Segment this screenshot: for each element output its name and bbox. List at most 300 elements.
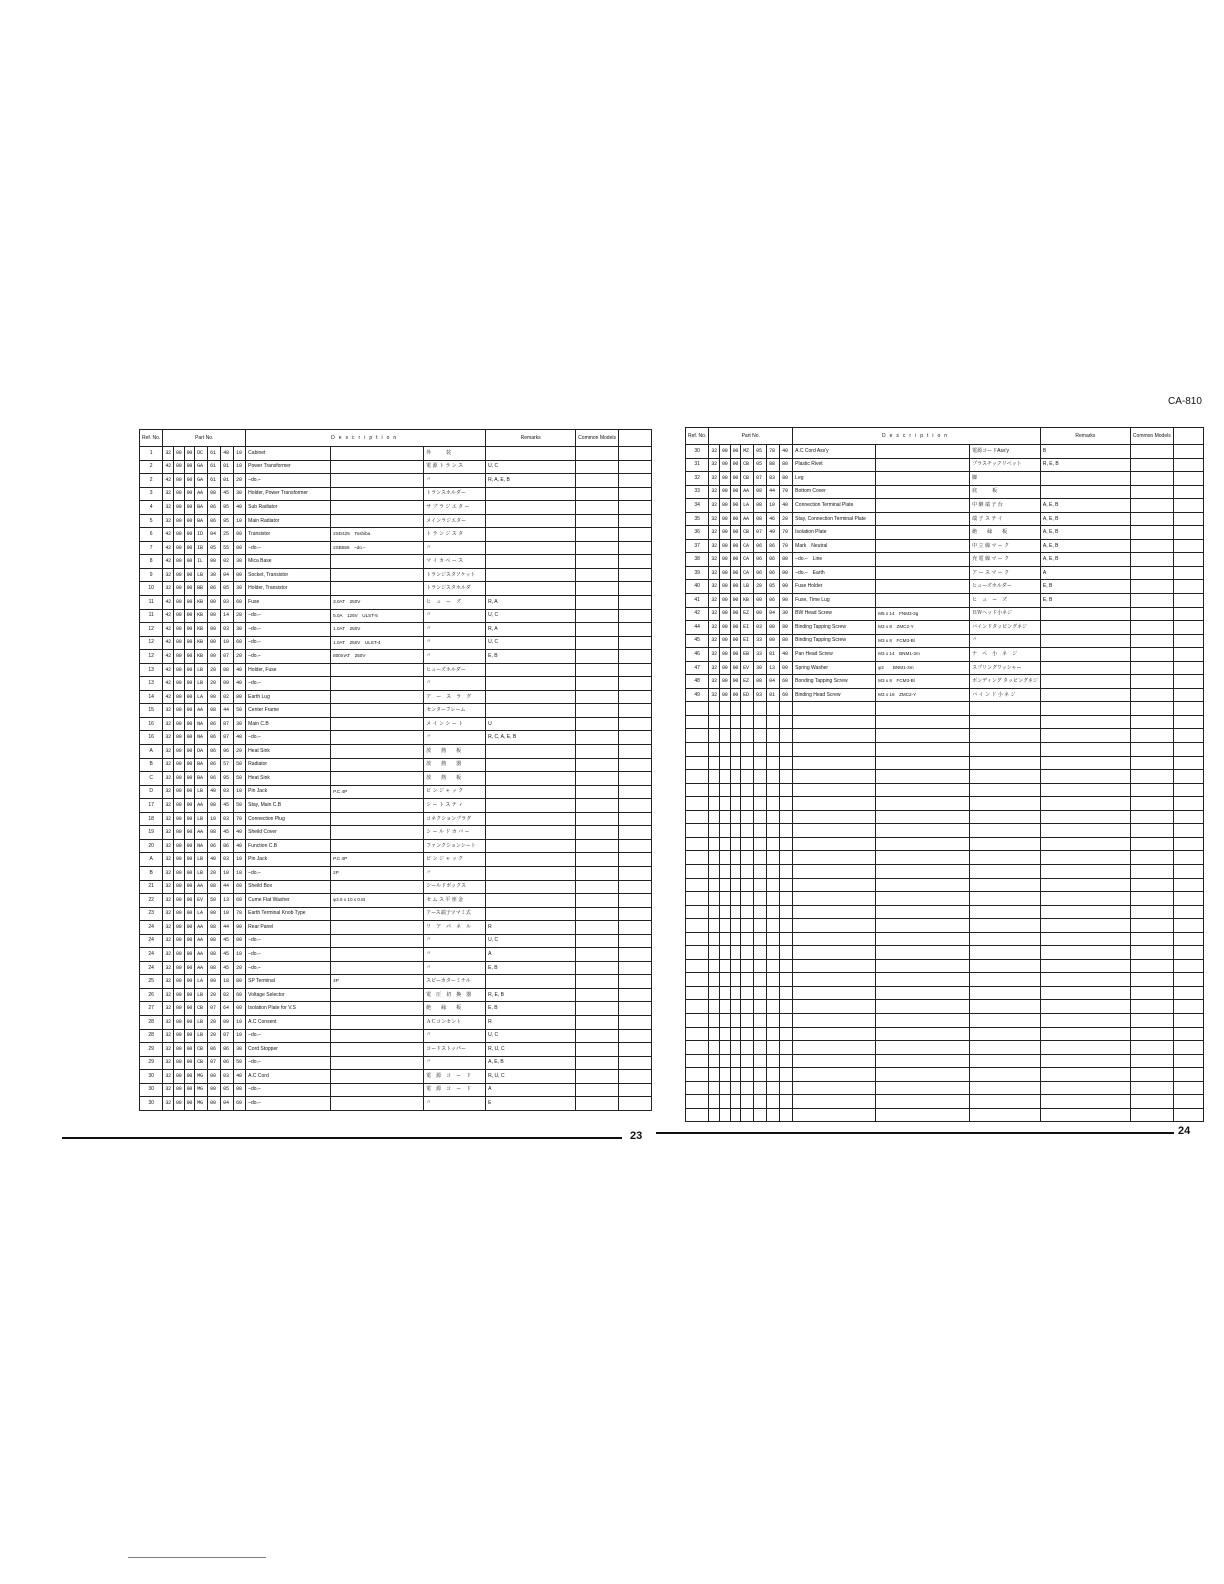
blank-cell (618, 731, 651, 745)
empty-row (686, 1108, 1204, 1122)
empty-cell (780, 1068, 793, 1082)
blank-cell (1173, 499, 1203, 513)
spec-cell: M3 x 14 BNM1-3m (876, 648, 970, 662)
empty-cell (876, 1000, 970, 1014)
empty-cell (1130, 1013, 1173, 1027)
part-no-segment: 05 (767, 580, 780, 594)
part-no-segment: 32 (163, 1015, 174, 1029)
part-no-segment: 42 (163, 623, 174, 637)
empty-cell (686, 1041, 709, 1055)
part-no-segment: 45 (221, 799, 234, 813)
blank-cell (1173, 458, 1203, 472)
empty-cell (686, 1013, 709, 1027)
empty-cell (1173, 837, 1203, 851)
empty-cell (686, 932, 709, 946)
empty-cell (767, 702, 780, 716)
part-no-segment: 60 (234, 880, 246, 894)
part-no-segment: 00 (173, 555, 184, 569)
part-no-segment: 06 (208, 514, 221, 528)
spec-cell (876, 458, 970, 472)
part-no-segment: 00 (173, 948, 184, 962)
part-no-segment: 00 (719, 472, 730, 486)
empty-cell (1130, 837, 1173, 851)
japanese-name-cell: プラスチックリベット (970, 458, 1041, 472)
remarks-cell: R (486, 921, 576, 935)
spec-cell (331, 745, 424, 759)
empty-cell (709, 1013, 720, 1027)
blank-cell (618, 1097, 651, 1111)
part-no-segment: 00 (730, 512, 741, 526)
part-no-segment: 00 (208, 690, 221, 704)
part-no-segment: 00 (184, 650, 195, 664)
empty-cell (876, 986, 970, 1000)
part-no-segment: 00 (730, 526, 741, 540)
blank-cell (1173, 445, 1203, 459)
empty-cell (876, 743, 970, 757)
empty-cell (1130, 1068, 1173, 1082)
empty-cell (876, 756, 970, 770)
japanese-name-cell: 端 子 ス テ イ (970, 512, 1041, 526)
japanese-name-cell: 電 源 コ ー ド (424, 1070, 486, 1084)
remarks-cell: A, E, B (1040, 526, 1130, 540)
empty-cell (1130, 715, 1173, 729)
empty-cell (719, 1108, 730, 1122)
table-row (140, 1043, 652, 1057)
part-no-segment: 00 (184, 1097, 195, 1111)
blank-cell (618, 772, 651, 786)
empty-cell (719, 810, 730, 824)
part-no-segment: 00 (184, 609, 195, 623)
empty-cell (686, 810, 709, 824)
japanese-name-cell: 中 立 線 マ ー ク (970, 539, 1041, 553)
remarks-cell: E, B (486, 1002, 576, 1016)
empty-cell (730, 1013, 741, 1027)
empty-cell (709, 892, 720, 906)
ref-no-cell: 22 (140, 894, 163, 908)
common-models-cell (576, 1070, 619, 1084)
empty-cell (754, 756, 767, 770)
remarks-cell: R, E, B (1040, 458, 1130, 472)
ref-no-cell: 38 (686, 553, 709, 567)
empty-cell (709, 1027, 720, 1041)
empty-cell (780, 797, 793, 811)
empty-cell (970, 824, 1041, 838)
empty-cell (876, 1013, 970, 1027)
empty-cell (767, 770, 780, 784)
empty-cell (767, 837, 780, 851)
header-blank (1173, 428, 1203, 445)
spec-cell (876, 594, 970, 608)
empty-row (686, 864, 1204, 878)
japanese-name-cell: ボンディング タッピングネジ (970, 675, 1041, 689)
part-no-segment: 60 (234, 1097, 246, 1111)
part-no-segment: 83 (767, 472, 780, 486)
table-row (686, 607, 1204, 621)
part-no-segment: 32 (163, 988, 174, 1002)
part-no-segment: KB (195, 650, 208, 664)
table-row (686, 648, 1204, 662)
ref-no-cell: 31 (686, 458, 709, 472)
blank-cell (1173, 648, 1203, 662)
empty-cell (754, 1054, 767, 1068)
empty-cell (709, 702, 720, 716)
spec-cell (331, 988, 424, 1002)
blank-cell (618, 880, 651, 894)
part-no-segment: 00 (173, 1043, 184, 1057)
remarks-cell: E, B (1040, 594, 1130, 608)
part-no-segment: 32 (709, 512, 720, 526)
empty-cell (780, 770, 793, 784)
part-no-segment: 60 (234, 988, 246, 1002)
part-no-segment: IB (195, 541, 208, 555)
ref-no-cell: A (140, 745, 163, 759)
empty-cell (1130, 810, 1173, 824)
empty-cell (754, 878, 767, 892)
parts-rows-left (140, 447, 652, 1111)
part-no-segment: 00 (173, 1097, 184, 1111)
empty-cell (876, 1041, 970, 1055)
part-no-segment: 06 (767, 553, 780, 567)
part-no-segment: 00 (173, 514, 184, 528)
empty-cell (970, 1000, 1041, 1014)
description-cell: Cabinet (246, 447, 331, 461)
part-no-segment: 00 (208, 1097, 221, 1111)
part-no-segment: 10 (221, 907, 234, 921)
empty-row (686, 986, 1204, 1000)
empty-cell (754, 783, 767, 797)
common-models-cell (576, 447, 619, 461)
spec-cell (331, 921, 424, 935)
empty-cell (754, 932, 767, 946)
description-cell: –do.– (246, 1083, 331, 1097)
table-row (140, 555, 652, 569)
part-no-segment: 86 (221, 1043, 234, 1057)
empty-cell (1173, 919, 1203, 933)
japanese-name-cell: 〃 (424, 474, 486, 488)
part-no-segment: 32 (163, 799, 174, 813)
part-no-segment: LB (741, 580, 754, 594)
remarks-cell: A, E, B (1040, 553, 1130, 567)
part-no-segment: LB (195, 785, 208, 799)
part-no-segment: 06 (208, 731, 221, 745)
japanese-name-cell: ナ ベ 小 ネ ジ (970, 648, 1041, 662)
ref-no-cell: 13 (140, 677, 163, 691)
empty-cell (1130, 783, 1173, 797)
common-models-cell (576, 975, 619, 989)
part-no-segment: 32 (709, 472, 720, 486)
part-no-segment: 06 (208, 839, 221, 853)
part-no-segment: 03 (754, 621, 767, 635)
part-no-segment: 42 (163, 690, 174, 704)
blank-cell (618, 677, 651, 691)
empty-cell (709, 756, 720, 770)
empty-cell (876, 837, 970, 851)
part-no-segment: 13 (767, 661, 780, 675)
description-cell: Heat Sink (246, 772, 331, 786)
empty-row (686, 919, 1204, 933)
japanese-name-cell: 〃 (970, 634, 1041, 648)
remarks-cell (486, 758, 576, 772)
ref-no-cell: 11 (140, 596, 163, 610)
empty-cell (793, 946, 876, 960)
empty-cell (767, 810, 780, 824)
part-no-segment: ED (741, 688, 754, 702)
empty-cell (741, 1095, 754, 1109)
part-no-segment: 03 (221, 1070, 234, 1084)
empty-cell (1173, 1068, 1203, 1082)
part-no-segment: GA (195, 460, 208, 474)
part-no-segment: 40 (780, 499, 793, 513)
table-row (140, 501, 652, 515)
part-no-segment: 00 (234, 568, 246, 582)
spec-cell (331, 1015, 424, 1029)
part-no-segment: 13 (221, 894, 234, 908)
blank-cell (618, 623, 651, 637)
description-cell: A.C Consent (246, 1015, 331, 1029)
table-row (686, 445, 1204, 459)
part-no-segment: 10 (221, 866, 234, 880)
common-models-cell (1130, 445, 1173, 459)
part-no-segment: 08 (208, 799, 221, 813)
part-no-segment: 44 (221, 880, 234, 894)
empty-cell (1173, 715, 1203, 729)
description-cell: Leg (793, 472, 876, 486)
table-row (140, 474, 652, 488)
part-no-segment: 00 (184, 826, 195, 840)
empty-cell (876, 797, 970, 811)
empty-cell (709, 729, 720, 743)
blank-cell (618, 528, 651, 542)
table-row (140, 487, 652, 501)
table-row (140, 1029, 652, 1043)
part-no-segment: 00 (173, 921, 184, 935)
japanese-name-cell: 〃 (424, 636, 486, 650)
part-no-segment: 00 (234, 934, 246, 948)
part-no-segment: 32 (709, 661, 720, 675)
empty-cell (970, 1027, 1041, 1041)
spec-cell: M3 x 16 ZMC2-Y (876, 688, 970, 702)
part-no-segment: 88 (767, 458, 780, 472)
empty-cell (686, 1081, 709, 1095)
empty-cell (970, 932, 1041, 946)
part-no-segment: BA (195, 772, 208, 786)
table-row (140, 568, 652, 582)
part-no-segment: 10 (234, 866, 246, 880)
empty-cell (876, 1068, 970, 1082)
empty-cell (1040, 1081, 1130, 1095)
empty-cell (686, 851, 709, 865)
part-no-segment: 70 (234, 907, 246, 921)
part-no-segment: 10 (767, 499, 780, 513)
table-row (140, 514, 652, 528)
ref-no-cell: 4 (140, 501, 163, 515)
empty-cell (1130, 892, 1173, 906)
empty-cell (793, 702, 876, 716)
part-no-segment: 14 (221, 609, 234, 623)
empty-cell (793, 743, 876, 757)
part-no-segment: 06 (208, 758, 221, 772)
empty-cell (730, 986, 741, 1000)
empty-cell (709, 973, 720, 987)
empty-cell (686, 878, 709, 892)
part-no-segment: 10 (221, 636, 234, 650)
empty-cell (741, 770, 754, 784)
part-no-segment: AA (741, 485, 754, 499)
part-no-segment: 00 (184, 1070, 195, 1084)
part-no-segment: 61 (208, 474, 221, 488)
part-no-segment: 87 (221, 731, 234, 745)
part-no-segment: 00 (173, 894, 184, 908)
part-no-segment: 32 (163, 921, 174, 935)
empty-cell (686, 946, 709, 960)
table-row (140, 663, 652, 677)
empty-cell (1173, 702, 1203, 716)
spec-cell: φ3.6 x 10 x 0.8t (331, 894, 424, 908)
part-no-segment: 78 (767, 445, 780, 459)
blank-cell (618, 839, 651, 853)
remarks-cell (486, 704, 576, 718)
part-no-segment: 00 (719, 485, 730, 499)
empty-cell (970, 905, 1041, 919)
table-row (686, 499, 1204, 513)
description-cell: –do.– (246, 650, 331, 664)
empty-cell (1130, 851, 1173, 865)
part-no-segment: 00 (184, 663, 195, 677)
blank-cell (618, 1043, 651, 1057)
ref-no-cell: 19 (140, 826, 163, 840)
empty-cell (767, 824, 780, 838)
part-no-segment: 50 (234, 1056, 246, 1070)
common-models-cell (576, 474, 619, 488)
part-no-segment: 00 (184, 745, 195, 759)
empty-cell (719, 892, 730, 906)
header-remarks: Remarks (486, 430, 576, 447)
blank-cell (618, 555, 651, 569)
ref-no-cell: 25 (140, 975, 163, 989)
empty-cell (741, 756, 754, 770)
part-no-segment: 87 (221, 717, 234, 731)
spec-cell (331, 812, 424, 826)
part-no-segment: 42 (163, 460, 174, 474)
remarks-cell (486, 839, 576, 853)
empty-cell (741, 1027, 754, 1041)
part-no-segment: 20 (208, 988, 221, 1002)
empty-cell (741, 783, 754, 797)
part-no-segment: 32 (163, 514, 174, 528)
part-no-segment: 00 (719, 661, 730, 675)
remarks-cell: E, B (486, 961, 576, 975)
part-no-segment: 00 (173, 839, 184, 853)
empty-cell (709, 715, 720, 729)
empty-cell (709, 1068, 720, 1082)
empty-cell (767, 1081, 780, 1095)
empty-cell (1173, 1000, 1203, 1014)
empty-cell (767, 1027, 780, 1041)
part-no-segment: CB (741, 472, 754, 486)
part-no-segment: 32 (163, 447, 174, 461)
empty-cell (780, 878, 793, 892)
empty-cell (1130, 973, 1173, 987)
empty-cell (709, 851, 720, 865)
empty-cell (754, 905, 767, 919)
ref-no-cell: 26 (140, 988, 163, 1002)
part-no-segment: 40 (780, 648, 793, 662)
part-no-segment: 32 (163, 880, 174, 894)
part-no-segment: 32 (709, 526, 720, 540)
empty-cell (1130, 1027, 1173, 1041)
part-no-segment: 00 (719, 580, 730, 594)
part-no-segment: 42 (163, 609, 174, 623)
empty-cell (686, 783, 709, 797)
part-no-segment: 32 (163, 1056, 174, 1070)
part-no-segment: 00 (234, 1083, 246, 1097)
part-no-segment: 42 (163, 528, 174, 542)
spec-cell (331, 758, 424, 772)
part-no-segment: 00 (173, 650, 184, 664)
part-no-segment: KB (195, 636, 208, 650)
description-cell: Mark Neutral (793, 539, 876, 553)
part-no-segment: 00 (730, 566, 741, 580)
table-row (140, 677, 652, 691)
japanese-name-cell: トランジスタホルダ (424, 582, 486, 596)
empty-row (686, 892, 1204, 906)
part-no-segment: 00 (754, 607, 767, 621)
empty-cell (686, 770, 709, 784)
empty-cell (1130, 986, 1173, 1000)
empty-cell (730, 783, 741, 797)
empty-cell (876, 783, 970, 797)
empty-cell (1130, 1081, 1173, 1095)
part-no-segment: 00 (184, 1056, 195, 1070)
japanese-name-cell: ＡＣコンセント (424, 1015, 486, 1029)
blank-cell (618, 541, 651, 555)
part-no-segment: 07 (208, 1002, 221, 1016)
part-no-segment: CB (195, 1043, 208, 1057)
common-models-cell (576, 609, 619, 623)
description-cell: Main C.B (246, 717, 331, 731)
part-no-segment: 01 (767, 688, 780, 702)
empty-cell (754, 1068, 767, 1082)
empty-cell (1130, 797, 1173, 811)
part-no-segment: KB (741, 594, 754, 608)
table-row (140, 812, 652, 826)
common-models-cell (576, 745, 619, 759)
japanese-name-cell: リ ア パ ネ ル (424, 921, 486, 935)
common-models-cell (576, 1029, 619, 1043)
blank-cell (1173, 607, 1203, 621)
part-no-segment: 00 (719, 526, 730, 540)
empty-cell (1130, 1000, 1173, 1014)
part-no-segment: 32 (163, 812, 174, 826)
spec-cell: 2P (331, 866, 424, 880)
empty-cell (793, 1054, 876, 1068)
description-cell: –do.– (246, 866, 331, 880)
empty-cell (793, 1095, 876, 1109)
part-no-segment: 00 (184, 704, 195, 718)
description-cell: –do.– (246, 677, 331, 691)
part-no-segment: 08 (208, 880, 221, 894)
japanese-name-cell: 〃 (424, 961, 486, 975)
part-no-segment: EV (195, 894, 208, 908)
remarks-cell: A, E, B (1040, 499, 1130, 513)
empty-cell (767, 1013, 780, 1027)
blank-cell (618, 812, 651, 826)
spec-cell (331, 1056, 424, 1070)
empty-cell (719, 837, 730, 851)
common-models-cell (1130, 661, 1173, 675)
part-no-segment: 00 (730, 688, 741, 702)
description-cell: Pan Head Screw (793, 648, 876, 662)
